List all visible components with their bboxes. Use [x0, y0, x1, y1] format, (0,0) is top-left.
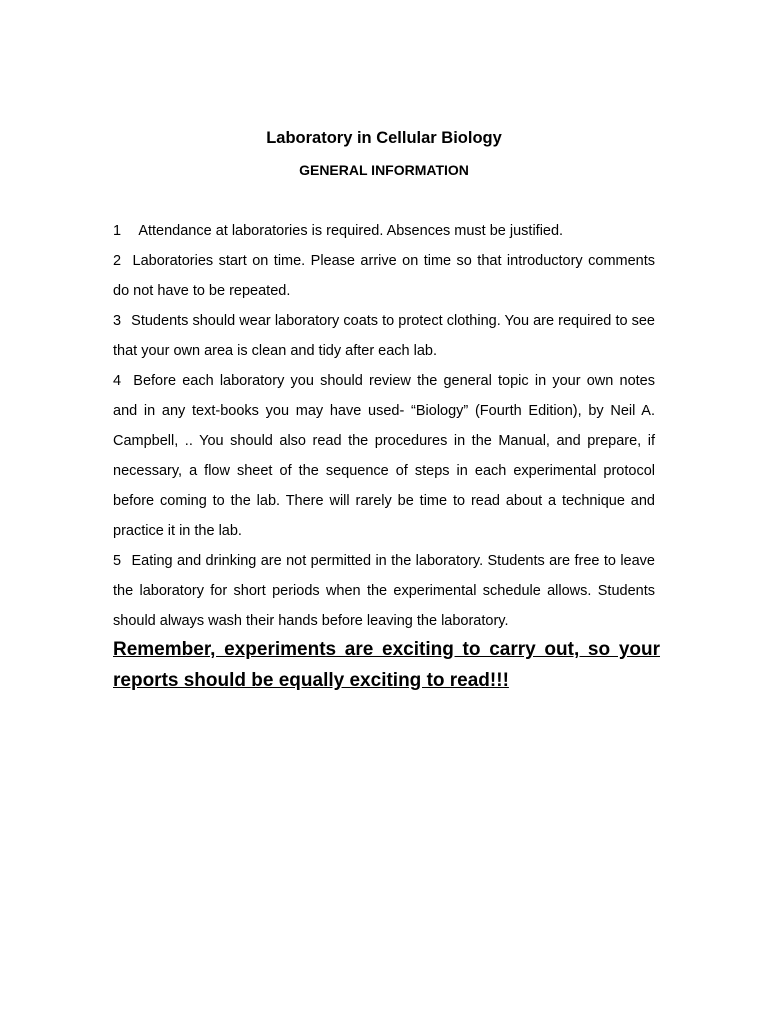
- list-item: [113, 366, 655, 546]
- remember-note: Remember, experiments are exciting to carry out, so your reports should be equally exciting to read!!!: [113, 639, 660, 691]
- item-number: 4: [113, 373, 122, 389]
- item-number: 1: [113, 223, 122, 239]
- document-title: Laboratory in Cellular Biology: [266, 129, 502, 147]
- item-text: Before each laboratory you should review the general topic in your own notes and in any text-books you may have used- “Biology” (Fourth Edition), by Neil A. Campbell, .. You should also read the procedures in the Manual, and prepare, if necessary, a flow sheet of the sequence of steps in each experimental protocol before coming to the lab. There will rarely be time to read about a technique and practice it in the lab.: [113, 373, 655, 539]
- information-list: [113, 216, 655, 636]
- item-text: Students should wear laboratory coats to protect clothing. You are required to see that your own area is clean and tidy after each lab.: [113, 313, 655, 359]
- item-number: 2: [113, 253, 122, 269]
- item-text: Eating and drinking are not permitted in the laboratory. Students are free to leave the laboratory for short periods when the experimental schedule allows. Students should always wash their hands before leaving the laboratory.: [113, 553, 655, 629]
- document-subtitle: GENERAL INFORMATION: [299, 162, 469, 178]
- item-text: Attendance at laboratories is required. Absences must be justified.: [138, 223, 564, 239]
- item-number: 5: [113, 553, 122, 569]
- list-item: [113, 246, 655, 306]
- item-text: Laboratories start on time. Please arrive on time so that introductory comments do not have to be repeated.: [113, 253, 656, 299]
- list-item: [113, 546, 655, 636]
- list-item: [113, 216, 655, 246]
- list-item: [113, 306, 655, 366]
- item-number: 3: [113, 313, 122, 329]
